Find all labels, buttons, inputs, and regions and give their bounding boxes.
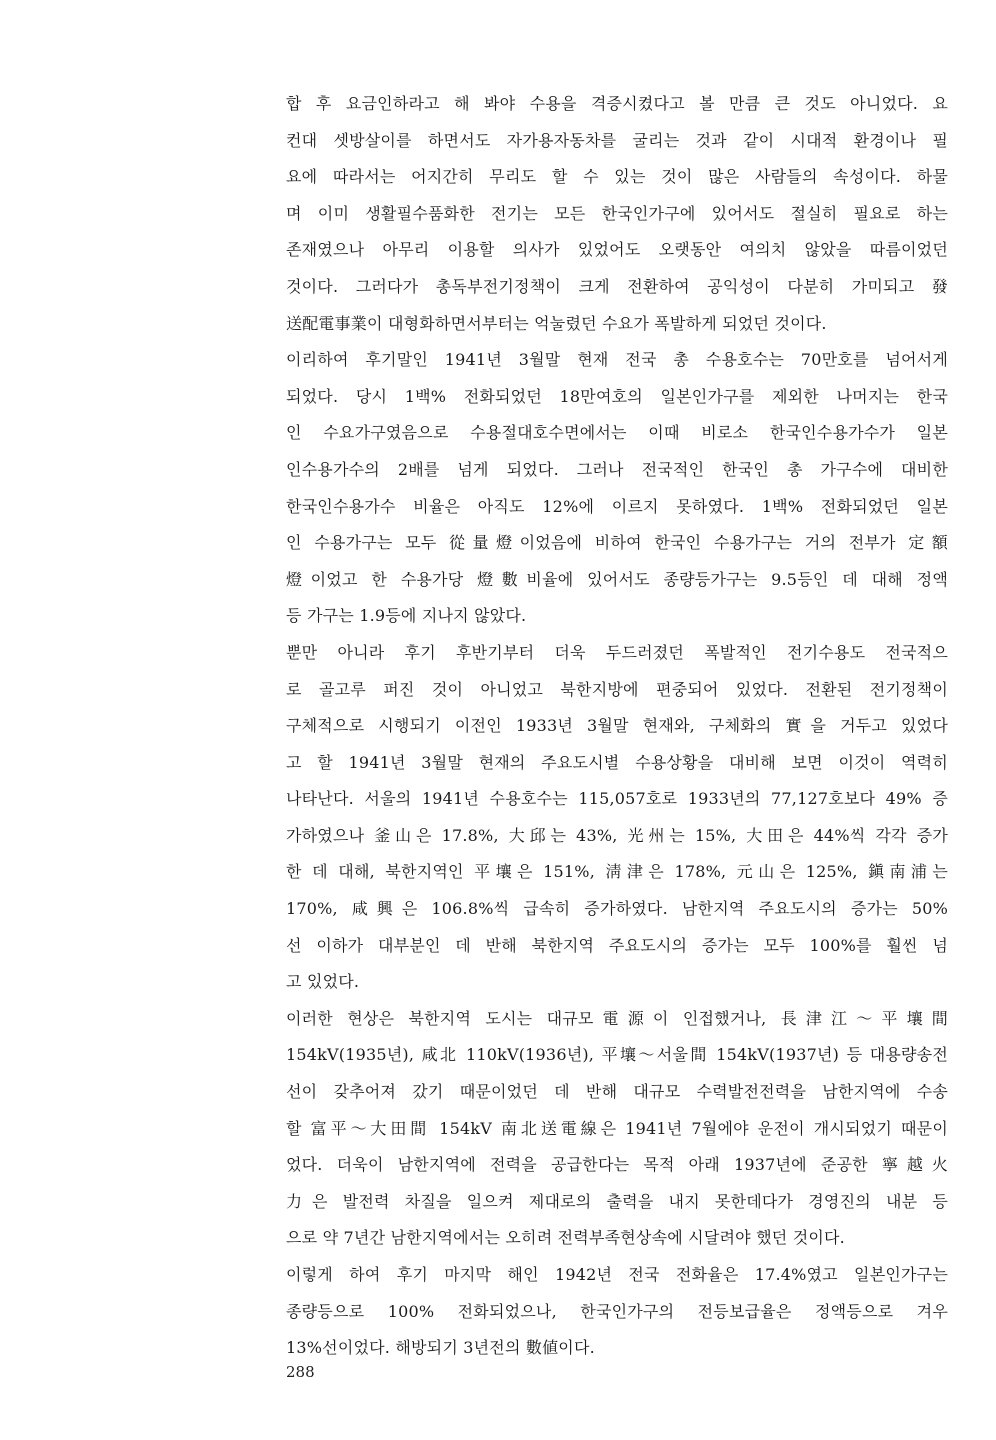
text-line: 구체적으로 시행되기 이전인 1933년 3월말 현재와, 구체화의 實을 거두고 있었다	[286, 716, 948, 736]
text-line: 합 후 요금인하라고 해 봐야 수용을 격증시켰다고 볼 만큼 큰 것도 아니었다. 요	[286, 94, 948, 113]
text-line: 고 있었다.	[286, 972, 360, 992]
text-line: 이러한 현상은 북한지역 도시는 대규모電源이 인접했거나, 長津江～平壤間	[286, 1008, 948, 1028]
text-line: 13%선이었다. 해방되기 3년전의 數値이다.	[286, 1338, 595, 1358]
text-line: 고 할 1941년 3월말 현재의 주요도시별 수용상황을 대비해 보면 이것이 역력히	[286, 752, 948, 772]
text-line: 인수용가수의 2배를 넘게 되었다. 그러나 전국적인 한국인 총 가구수에 대비한	[286, 459, 948, 479]
text-line: 送配電事業이 대형화하면서부터는 억눌렸던 수요가 폭발하게 되었던 것이다.	[286, 313, 827, 333]
text-line: 선 이하가 대부분인 데 반해 북한지역 주요도시의 증가는 모두 100%를 훨씬 넘	[286, 935, 948, 955]
text-line: 154kV(1935년), 咸北 110kV(1936년), 平壤～서울間 154kV(1937년) 등 대용량송전	[286, 1045, 948, 1065]
paragraph-2	[286, 342, 948, 635]
text-line: 이렇게 하여 후기 마지막 해인 1942년 전국 전화율은 17.4%였고 일본인가구는	[286, 1265, 948, 1284]
text-line: 며 이미 생활필수품화한 전기는 모든 한국인가구에 있어서도 절실히 필요로 하는	[286, 203, 948, 223]
text-line: 할 富平～大田間 154kV 南北送電線은 1941년 7월에야 운전이 개시되었기 때문이	[286, 1118, 948, 1138]
text-line: 등 가구는 1.9등에 지나지 않았다.	[286, 606, 527, 626]
text-line: 이리하여 후기말인 1941년 3월말 현재 전국 총 수용호수는 70만호를 넘어서게	[286, 350, 948, 370]
text-line: 인 수요가구였음으로 수용절대호수면에서는 이때 비로소 한국인수용가수가 일본	[286, 423, 948, 443]
document-body	[286, 86, 948, 1367]
text-line: 었다. 더욱이 남한지역에 전력을 공급한다는 목적 아래 1937년에 준공한 寧越火	[286, 1155, 948, 1175]
text-line: 존재였으나 아무리 이용할 의사가 있었어도 오랫동안 여의치 않았을 따름이었던	[286, 240, 948, 260]
text-line: 나타난다. 서울의 1941년 수용호수는 115,057호로 1933년의 77,127호보다 49% 증	[286, 789, 948, 809]
text-line: 되었다. 당시 1백% 전화되었던 18만여호의 일본인가구를 제외한 나머지는 한국	[286, 386, 948, 406]
text-line: 인 수용가구는 모두 從量燈이었음에 비하여 한국인 수용가구는 거의 전부가 定額	[286, 533, 948, 553]
text-line: 한국인수용가수 비율은 아직도 12%에 이르지 못하였다. 1백% 전화되었던 일본	[286, 496, 948, 516]
text-line: 선이 갖추어져 갔기 때문이었던 데 반해 대규모 수력발전전력을 남한지역에 수송	[286, 1082, 948, 1102]
text-line: 컨대 셋방살이를 하면서도 자가용자동차를 굴리는 것과 같이 시대적 환경이나 필	[286, 130, 948, 150]
text-line: 것이다. 그러다가 총독부전기정책이 크게 전환하여 공익성이 다분히 가미되고 發	[286, 276, 948, 296]
text-line: 한 데 대해, 북한지역인 平壤은 151%, 淸津은 178%, 元山은 125%, 鎭南浦는	[286, 862, 948, 882]
text-line: 力은 발전력 차질을 일으켜 제대로의 출력을 내지 못한데다가 경영진의 내분 등	[286, 1191, 948, 1211]
text-line: 으로 약 7년간 남한지역에서는 오히려 전력부족현상속에 시달려야 했던 것이다.	[286, 1228, 845, 1248]
paragraph-4	[286, 1001, 948, 1257]
paragraph-1	[286, 86, 948, 342]
text-line: 170%, 咸興은 106.8%씩 급속히 증가하였다. 남한지역 주요도시의 증가는 50%	[286, 899, 948, 919]
text-line: 종량등으로 100% 전화되었으나, 한국인가구의 전등보급율은 정액등으로 겨우	[286, 1301, 948, 1321]
text-line: 요에 따라서는 어지간히 무리도 할 수 있는 것이 많은 사람들의 속성이다. 하물	[286, 167, 948, 187]
text-line: 뿐만 아니라 후기 후반기부터 더욱 두드러졌던 폭발적인 전기수용도 전국적으	[286, 642, 948, 662]
paragraph-3	[286, 635, 948, 1001]
text-line: 로 골고루 퍼진 것이 아니었고 북한지방에 편중되어 있었다. 전환된 전기정책이	[286, 679, 948, 699]
paragraph-5	[286, 1257, 948, 1367]
page-number: 288	[286, 1363, 315, 1381]
text-line: 燈이었고 한 수용가당 燈數비율에 있어서도 종량등가구는 9.5등인 데 대해 정액	[286, 569, 948, 589]
text-line: 가하였으나 釜山은 17.8%, 大邱는 43%, 光州는 15%, 大田은 44%씩 각각 증가	[286, 825, 948, 845]
